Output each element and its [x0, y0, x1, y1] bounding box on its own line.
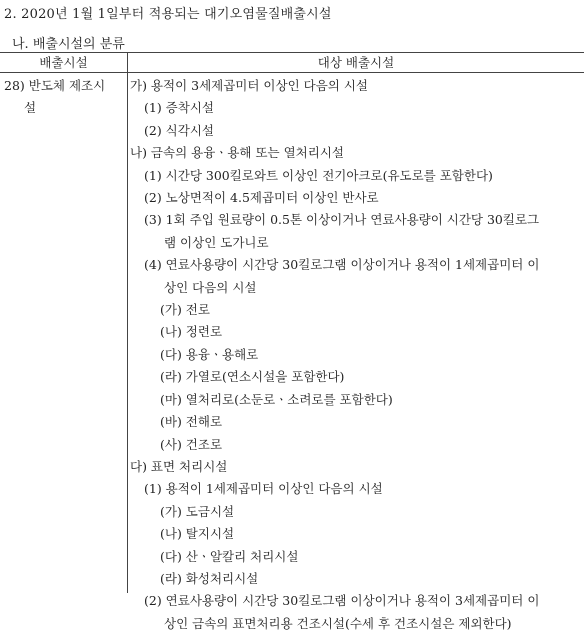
facility-item-line: 가) 용적이 3세제곱미터 이상인 다음의 시설	[130, 78, 368, 93]
facility-item-line: (3) 1회 주입 원료량이 0.5톤 이상이거나 연료사용량이 시간당 30킬로그	[144, 212, 540, 228]
facility-item-line: 나) 금속의 용융ㆍ용해 또는 열처리시설	[130, 145, 344, 161]
facility-table	[0, 52, 584, 631]
facility-item-line: 상인 다음의 시설	[164, 279, 257, 295]
facility-item-line: (4) 연료사용량이 시간당 30킬로그램 이상이거나 용적이 1세제곱미터 이	[144, 257, 540, 273]
facility-item-line: (다) 용융ㆍ용해로	[160, 346, 259, 362]
facility-item-line: (사) 건조로	[160, 436, 223, 452]
facility-item-line: (2) 연료사용량이 시간당 30킬로그램 이상이거나 용적이 3세제곱미터 이	[144, 593, 540, 609]
facility-item-line: (가) 전로	[160, 302, 210, 318]
facility-item-line: (1) 증착시설	[144, 100, 214, 116]
target-facility-list	[130, 75, 582, 635]
column-header-facility: 배출시설	[0, 53, 127, 73]
facility-item-line: (나) 정련로	[160, 324, 223, 340]
column-divider	[127, 53, 128, 593]
facility-item-line: 램 이상인 도가니로	[164, 234, 269, 250]
facility-item-line: (다) 산ㆍ알칼리 처리시설	[160, 548, 299, 564]
facility-item-line: (가) 도금시설	[160, 503, 235, 519]
category-cell	[4, 75, 124, 119]
facility-item-line: (1) 용적이 1세제곱미터 이상인 다음의 시설	[144, 481, 383, 497]
facility-item-line: 상인 금속의 표면처리용 건조시설(수세 후 건조시설은 제외한다)	[164, 615, 512, 631]
category-label-line2: 설	[24, 100, 37, 115]
facility-item-line: (마) 열처리로(소둔로ㆍ소려로를 포함한다)	[160, 391, 393, 407]
facility-item-line: (2) 식각시설	[144, 122, 214, 138]
section-title: 나. 배출시설의 분류	[12, 37, 125, 52]
facility-item-line: (1) 시간당 300킬로와트 이상인 전기아크로(유도로를 포함한다)	[144, 167, 493, 183]
facility-item-line: (라) 화성처리시설	[160, 570, 259, 586]
facility-item-line: 다) 표면 처리시설	[130, 458, 228, 474]
facility-item-line: (나) 탈지시설	[160, 526, 235, 542]
document-title: 2. 2020년 1월 1일부터 적용되는 대기오염물질배출시설	[4, 7, 332, 22]
facility-item-line: (2) 노상면적이 4.5제곱미터 이상인 반사로	[144, 190, 379, 206]
column-header-target-facility: 대상 배출시설	[128, 53, 584, 73]
category-label-line1: 28) 반도체 제조시	[4, 78, 106, 93]
facility-item-line: (바) 전해로	[160, 414, 223, 430]
facility-item-line: (라) 가열로(연소시설을 포함한다)	[160, 369, 345, 385]
